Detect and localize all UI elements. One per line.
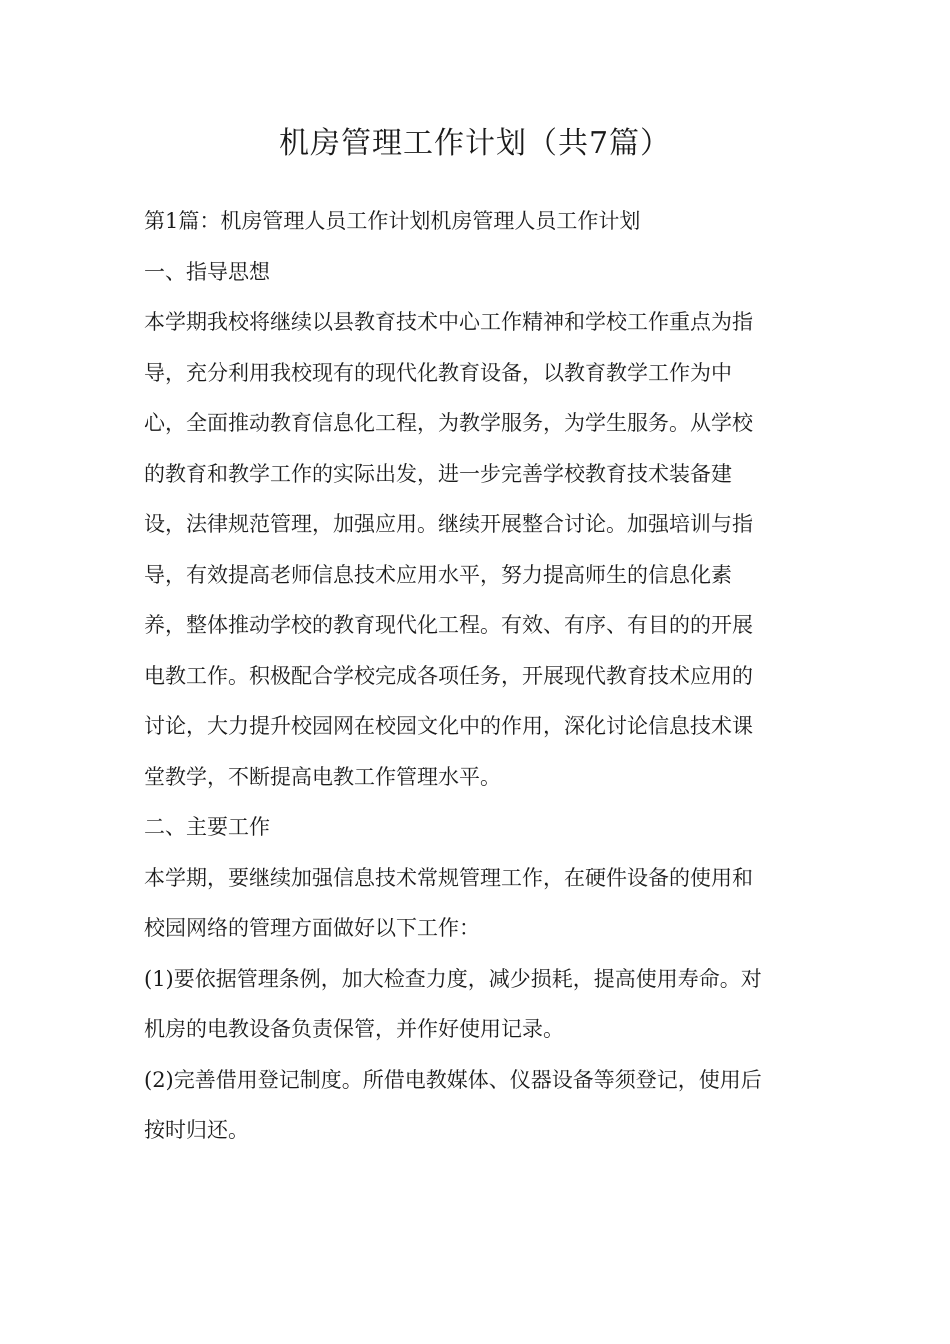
paragraph-main-work-intro (144, 853, 804, 954)
document-title: 机房管理工作计划（共7篇） (278, 126, 672, 161)
paragraph-item-2 (144, 1055, 804, 1156)
paragraph-item-1 (144, 954, 804, 1055)
section-heading-guiding-ideology (144, 247, 804, 298)
paragraph-guiding-ideology (144, 297, 804, 802)
text-line: (2)完善借用登记制度。所借电教媒体、仪器设备等须登记，使用后 (144, 1067, 762, 1092)
text-line: 本学期我校将继续以县教育技术中心工作精神和学校工作重点为指 (144, 310, 753, 334)
text-line: 电教工作。积极配合学校完成各项任务，开展现代教育技术应用的 (144, 663, 753, 688)
text-line: 按时归还。 (144, 1118, 249, 1142)
text-line: (1)要依据管理条例，加大检查力度，减少损耗，提高使用寿命。对 (144, 966, 762, 991)
text-line: 养，整体推动学校的教育现代化工程。有效、有序、有目的的开展 (144, 613, 753, 637)
text-line: 二、主要工作 (144, 815, 270, 839)
text-line: 讨论，大力提升校园网在校园文化中的作用，深化讨论信息技术课 (144, 714, 753, 738)
text-line: 导，有效提高老师信息技术应用水平，努力提高师生的信息化素 (144, 562, 732, 587)
text-line: 校园网络的管理方面做好以下工作： (144, 916, 480, 940)
text-line: 机房的电教设备负责保管，并作好使用记录。 (144, 1017, 564, 1041)
text-line: 导，充分利用我校现有的现代化教育设备，以教育教学工作为中 (144, 360, 732, 385)
section-heading-main-work (144, 802, 804, 853)
text-line: 堂教学，不断提高电教工作管理水平。 (144, 764, 501, 789)
section-heading-article-1 (144, 196, 804, 247)
document-body (144, 196, 804, 1156)
text-line: 设，法律规范管理，加强应用。继续开展整合讨论。加强培训与指 (144, 512, 753, 536)
text-line: 本学期，要继续加强信息技术常规管理工作，在硬件设备的使用和 (144, 865, 753, 890)
text-line: 的教育和教学工作的实际出发，进一步完善学校教育技术装备建 (144, 461, 732, 486)
text-line: 心，全面推动教育信息化工程，为教学服务，为学生服务。从学校 (144, 411, 753, 435)
text-line: 第1篇：机房管理人员工作计划机房管理人员工作计划 (144, 209, 641, 233)
text-line: 一、指导思想 (144, 259, 270, 284)
